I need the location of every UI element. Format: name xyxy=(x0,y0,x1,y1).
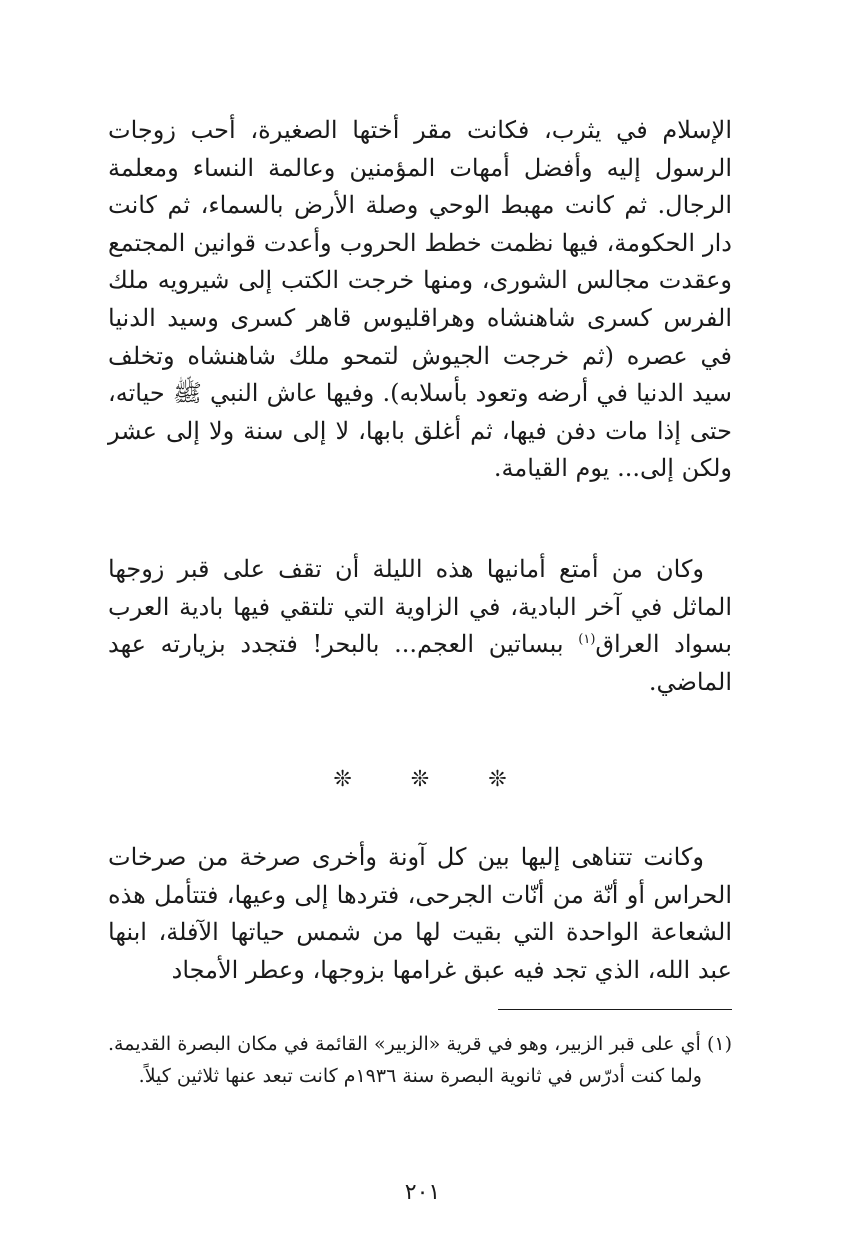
footnote-reference-mark: (١) xyxy=(578,632,596,648)
footnote-text: (١) أي على قبر الزبير، وهو في قرية «الزبير» القائمة في مكان البصرة القديمة. ولما كنت أدرّس في ثانوية البصرة سنة ١٩٣٦م كانت تبعد عنها ثلاثين كيلاً. xyxy=(108,1033,732,1087)
footnote-divider xyxy=(498,1009,732,1010)
paragraph-1: الإسلام في يثرب، فكانت مقر أختها الصغيرة، أحب زوجات الرسول إليه وأفضل أمهات المؤمنين وعالمة النساء ومعلمة الرجال. ثم كانت مهبط الوحي وصلة الأرض بالسماء، ثم كانت دار الحكومة، فيها نظمت خطط الحروب وأعدت قوانين المجتمع وعقدت مجالس الشورى، ومنها خرجت الكتب إلى شيرويه ملك الفرس كسرى شاهنشاه وهراقليوس قاهر كسرى وسيد الدنيا في عصره (ثم خرجت الجيوش لتمحو ملك شاهنشاه وتخلف سيد الدنيا في أرضه وتعود بأسلابه). وفيها عاش النبي ﷺ حياته، حتى إذا مات دفن فيها، ثم أغلق بابها، لا إلى سنة ولا إلى عشر ولكن إلى... يوم القيامة. xyxy=(108,116,732,483)
paragraph-3: وكانت تتناهى إليها بين كل آونة وأخرى صرخة من صرخات الحراس أو أنّة من أنّات الجرحى، فتردها إلى وعيها، فتتأمل هذه الشعاعة الواحدة التي بقيت لها من شمس حياتها الآفلة، ابنها عبد الله، الذي تجد فيه عبق غرامها بزوجها، وعطر الأمجاد xyxy=(108,843,732,984)
paragraph-2-text-end: ببساتين العجم... بالبحر! فتجدد بزيارته عهد الماضي. xyxy=(108,630,732,696)
page-number: ٢٠١ xyxy=(404,1180,441,1205)
paragraph-2 xyxy=(108,551,732,739)
page-body xyxy=(108,112,732,1111)
paragraph-2-text-start: وكان من أمتع أمانيها هذه الليلة أن تقف على قبر زوجها الماثل في آخر البادية، في الزاوية التي تلتقي فيها بادية العرب بسواد العراق xyxy=(108,555,732,659)
section-separator: ❊ ❊ ❊ xyxy=(333,767,533,792)
